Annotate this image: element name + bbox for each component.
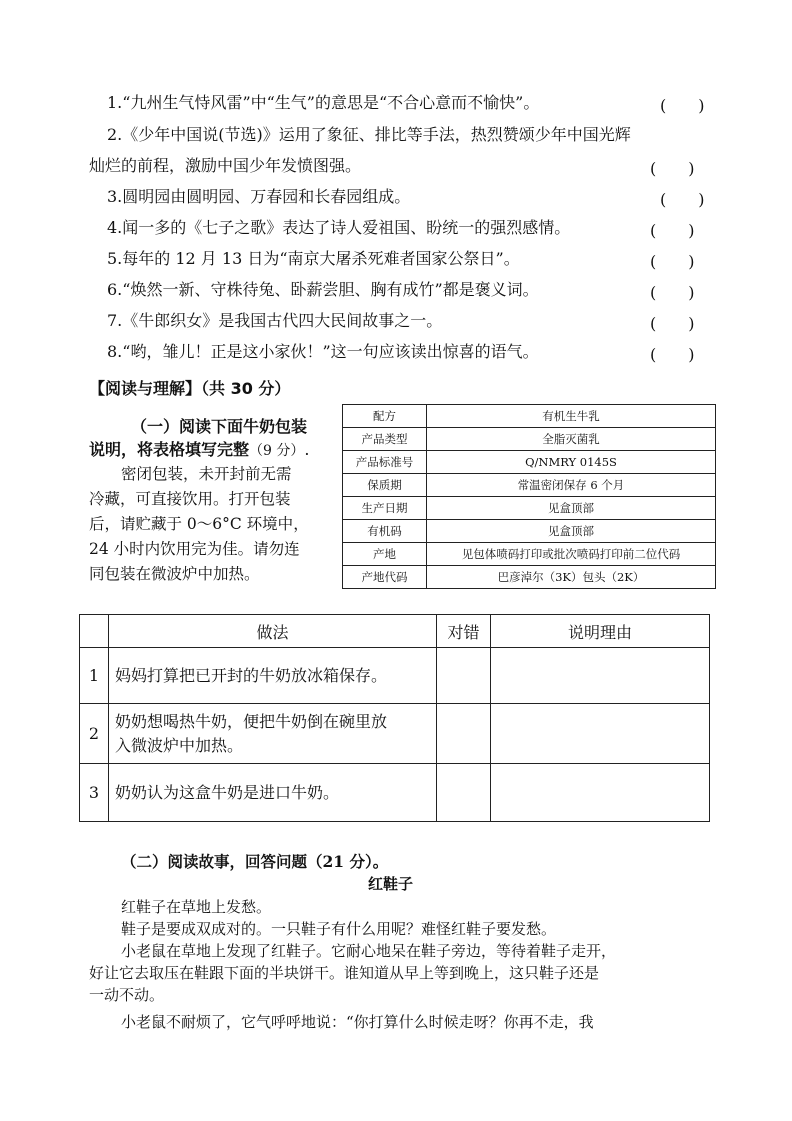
spec-value: 全脂灭菌乳 [427, 428, 716, 451]
spec-key: 有机码 [343, 520, 427, 543]
question-6: 6.“焕然一新、守株待兔、卧薪尝胆、胸有成竹”都是褒义词。 [107, 280, 539, 299]
row-method [109, 704, 437, 764]
story-paragraph: 一动不动。 [89, 986, 165, 1004]
spec-row [343, 451, 716, 474]
correct-cell[interactable] [437, 648, 491, 704]
row-method-line: 妈妈打算把已开封的牛奶放冰箱保存。 [115, 665, 388, 685]
spec-row [343, 474, 716, 497]
story-title: 红鞋子 [368, 875, 414, 893]
section-reading-title: 【阅读与理解】（共 30 分） [89, 379, 291, 398]
answer-table-header [80, 615, 710, 648]
answer-paren-1[interactable]: ( ) [660, 96, 705, 115]
milk-spec-table [342, 404, 716, 589]
answer-paren-6[interactable]: ( ) [650, 283, 695, 302]
table-row [80, 764, 710, 822]
reason-cell[interactable] [491, 764, 710, 822]
spec-row [343, 405, 716, 428]
question-5: 5.每年的 12 月 13 日为“南京大屠杀死难者国家公祭日”。 [107, 249, 520, 268]
spec-key: 产品类型 [343, 428, 427, 451]
row-method-line: 奶奶认为这盒牛奶是进口牛奶。 [115, 782, 340, 802]
spec-key: 产地代码 [343, 566, 427, 589]
spec-key: 产品标准号 [343, 451, 427, 474]
spec-row [343, 520, 716, 543]
part1-heading-bold: 说明，将表格填写完整 [89, 440, 250, 459]
question-7: 7.《牛郎织女》是我国古代四大民间故事之一。 [107, 311, 443, 330]
part1-desc-line4: 24 小时内饮用完为佳。请勿连 [89, 540, 300, 558]
spec-value: 见盒顶部 [427, 520, 716, 543]
question-2-line2: 灿烂的前程，激励中国少年发愤图强。 [89, 156, 362, 175]
header-correct: 对错 [437, 615, 491, 648]
spec-key: 产地 [343, 543, 427, 566]
part1-desc-line5: 同包装在微波炉中加热。 [89, 565, 260, 583]
spec-value: 有机生牛乳 [427, 405, 716, 428]
spec-key: 配方 [343, 405, 427, 428]
row-method-line: 入微波炉中加热。 [115, 735, 244, 755]
question-4: 4.闻一多的《七子之歌》表达了诗人爱祖国、盼统一的强烈感情。 [107, 218, 571, 237]
answer-paren-4[interactable]: ( ) [650, 221, 695, 240]
part1-heading-line1: （一）阅读下面牛奶包装 [131, 417, 308, 436]
part1-desc-line3: 后，请贮藏于 0～6°C 环境中， [89, 515, 309, 533]
part1-desc-line1: 密闭包装，未开封前无需 [121, 465, 292, 483]
question-2-line1: 2.《少年中国说(节选)》运用了象征、排比等手法，热烈赞颂少年中国光辉 [107, 125, 631, 144]
spec-row [343, 566, 716, 589]
spec-value: 巴彦淖尔（3K）包头（2K） [427, 566, 716, 589]
row-method [109, 764, 437, 822]
part1-desc-line2: 冷藏，可直接饮用。打开包装 [89, 490, 291, 508]
answer-paren-7[interactable]: ( ) [650, 314, 695, 333]
question-3: 3.圆明园由圆明园、万春园和长春园组成。 [107, 187, 411, 206]
answer-paren-2[interactable]: ( ) [650, 159, 695, 178]
question-8: 8.“哟，雏儿！正是这小家伙！”这一句应该读出惊喜的语气。 [107, 342, 539, 361]
reason-cell[interactable] [491, 648, 710, 704]
row-number: 3 [80, 764, 109, 822]
part2-heading: （二）阅读故事，回答问题（21 分）。 [121, 852, 389, 871]
row-method [109, 648, 437, 704]
answer-paren-5[interactable]: ( ) [650, 252, 695, 271]
spec-value: 常温密闭保存 6 个月 [427, 474, 716, 497]
row-number: 1 [80, 648, 109, 704]
reason-cell[interactable] [491, 704, 710, 764]
part1-heading-line2 [89, 437, 309, 460]
correct-cell[interactable] [437, 764, 491, 822]
spec-value: 见盒顶部 [427, 497, 716, 520]
question-1: 1.“九州生气恃风雷”中“生气”的意思是“不合心意而不愉快”。 [107, 93, 540, 112]
answer-paren-3[interactable]: ( ) [660, 190, 705, 209]
table-row [80, 648, 710, 704]
spec-row [343, 428, 716, 451]
row-number: 2 [80, 704, 109, 764]
spec-value: 见包体喷码打印或批次喷码打印前二位代码 [427, 543, 716, 566]
answer-table [79, 614, 710, 822]
spec-row [343, 497, 716, 520]
correct-cell[interactable] [437, 704, 491, 764]
part1-tail: . [304, 440, 310, 459]
story-paragraph: 好让它去取压在鞋跟下面的半块饼干。谁知道从早上等到晚上，这只鞋子还是 [89, 964, 600, 982]
story-paragraph: 红鞋子在草地上发愁。 [121, 898, 272, 916]
table-row [80, 704, 710, 764]
spec-value: Q/NMRY 0145S [427, 451, 716, 474]
story-paragraph: 小老鼠不耐烦了，它气呼呼地说：“你打算什么时候走呀？你再不走，我 [121, 1013, 594, 1031]
story-paragraph: 小老鼠在草地上发现了红鞋子。它耐心地呆在鞋子旁边，等待着鞋子走开， [121, 942, 617, 960]
part1-score: （9 分） [249, 443, 305, 459]
spec-key: 生产日期 [343, 497, 427, 520]
story-paragraph: 鞋子是要成双成对的。一只鞋子有什么用呢？难怪红鞋子要发愁。 [121, 920, 557, 938]
spec-row [343, 543, 716, 566]
row-method-line: 奶奶想喝热牛奶，便把牛奶倒在碗里放 [115, 711, 388, 731]
header-num [80, 615, 109, 648]
header-method: 做法 [109, 615, 437, 648]
header-reason: 说明理由 [491, 615, 710, 648]
answer-paren-8[interactable]: ( ) [650, 345, 695, 364]
spec-key: 保质期 [343, 474, 427, 497]
